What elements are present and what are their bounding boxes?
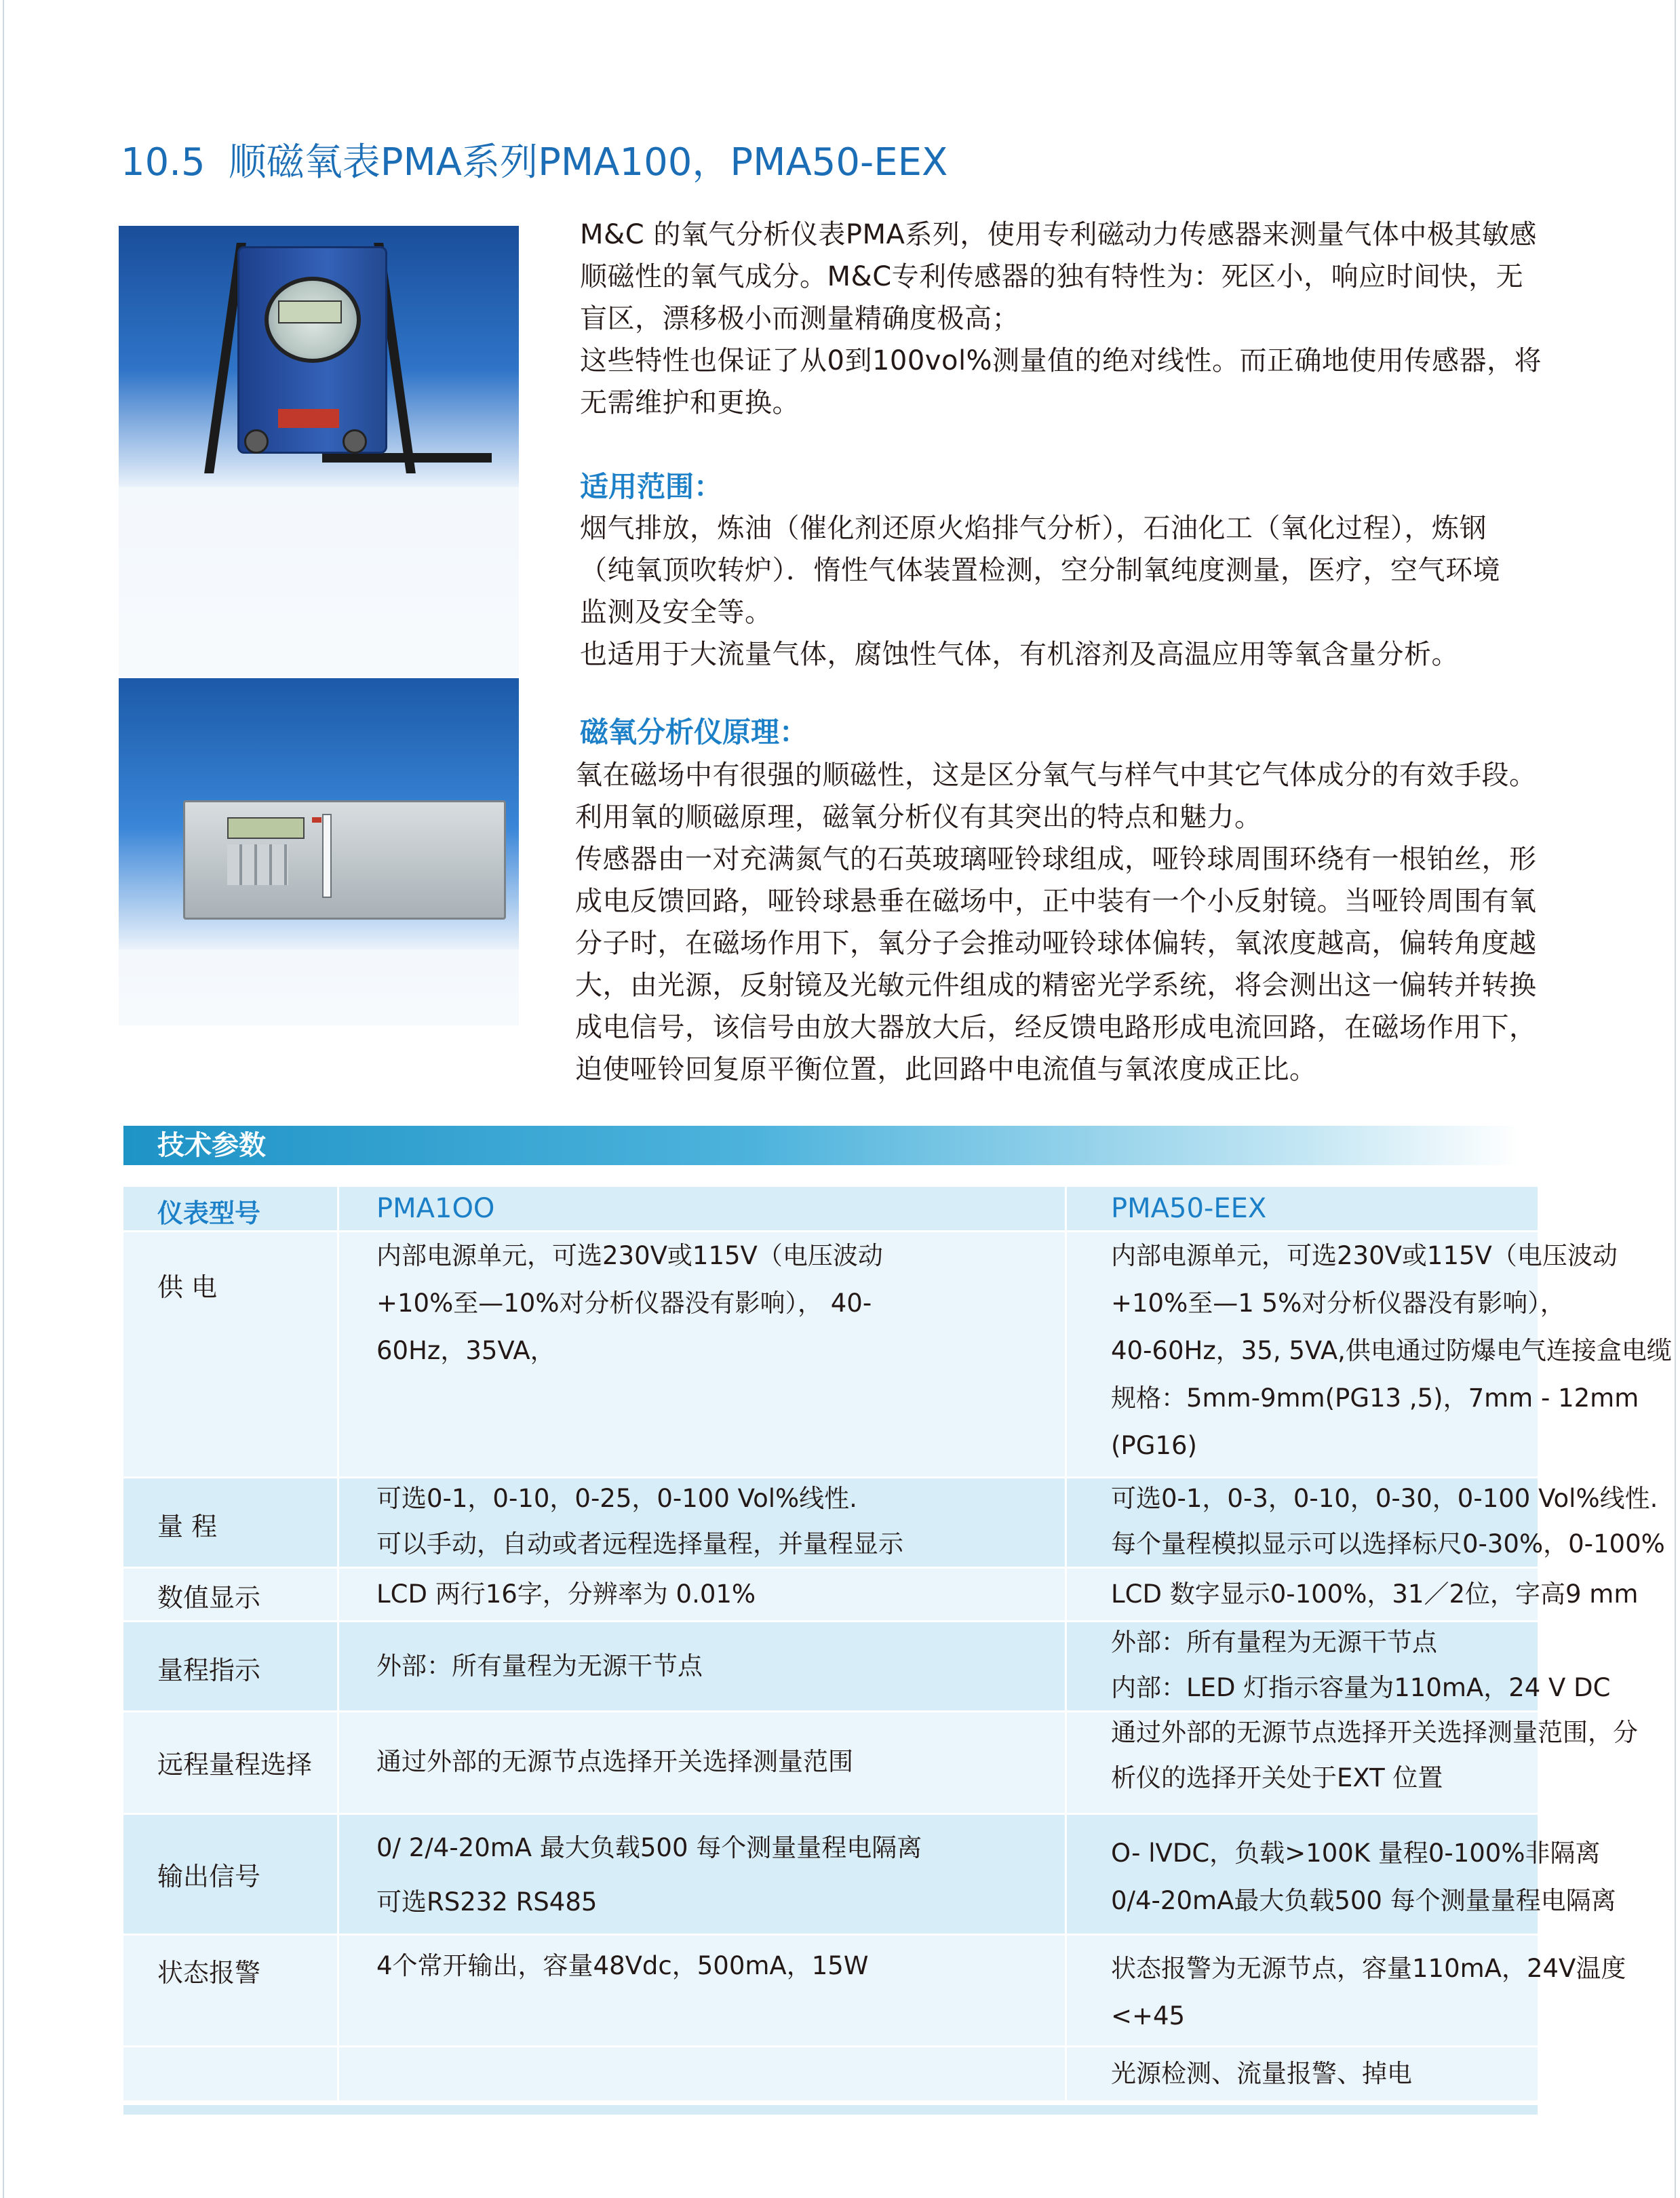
cell-line: 外部：所有量程为无源干节点	[376, 1651, 703, 1681]
text-line: 成电反馈回路，哑铃球悬垂在磁场中，正中装有一个小反射镜。当哑铃周围有氧	[575, 886, 1537, 917]
spec-cell	[1067, 1936, 1626, 2045]
spec-cell	[339, 1622, 1065, 1710]
cell-line: <+45	[1111, 2001, 1186, 2030]
indicator-led	[312, 817, 321, 823]
cable-gland	[244, 429, 269, 454]
row-label-cell	[123, 1569, 337, 1620]
photo-background	[119, 487, 519, 677]
row-label-cell	[123, 1815, 337, 1934]
product-photo-pma100	[119, 678, 519, 949]
spec-cell	[339, 1569, 1065, 1620]
keypad	[227, 844, 288, 885]
cell-line: 内部电源单元，可选230V或115V（电压波动	[376, 1241, 883, 1270]
text-line: （纯氧顶吹转炉）．惰性气体装置检测，空分制氧纯度测量，医疗，空气环境	[580, 555, 1500, 586]
table-row	[123, 1569, 1639, 1620]
text-line: 大，由光源，反射镜及光敏元件组成的精密光学系统，将会测出这一偏转并转换	[575, 970, 1537, 1001]
text-line: 成电信号，该信号由放大器放大后，经反馈电路形成电流回路，在磁场作用下，	[575, 1012, 1537, 1043]
row-label: 状态报警	[157, 1958, 261, 1988]
page-title	[121, 136, 948, 190]
cell-line: 规格：5mm-9mm(PG13 ,5)，7mm - 12mm	[1111, 1383, 1639, 1413]
mount-foot	[322, 453, 492, 463]
cell-line: 可选RS232 RS485	[376, 1887, 598, 1917]
row-label-cell	[123, 1936, 337, 2045]
text-line: 氧在磁场中有很强的顺磁性，这是区分氧气与样气中其它气体成分的有效手段。	[575, 760, 1537, 791]
cell-line: (PG16)	[1111, 1431, 1197, 1460]
table-row	[123, 1936, 1626, 2045]
principle-heading: 磁氧分析仪原理：	[580, 715, 808, 749]
spec-cell	[1067, 1232, 1672, 1476]
cell-line: 可以手动，自动或者远程选择量程，并量程显示	[376, 1529, 903, 1558]
lcd-display	[227, 817, 305, 839]
table-row	[123, 2047, 1538, 2100]
row-label: 远程量程选择	[157, 1750, 313, 1780]
cell-line: LCD 数字显示0-100%，31／2位，字高9 mm	[1111, 1579, 1639, 1609]
spec-cell	[1067, 1622, 1611, 1710]
header-cell	[123, 1187, 337, 1230]
scope-body	[580, 507, 1563, 675]
table-row	[123, 1478, 1665, 1567]
row-label: 量 程	[157, 1512, 218, 1542]
row-label-cell	[123, 1622, 337, 1710]
text-line: 也适用于大流量气体，腐蚀性气体，有机溶剂及高温应用等氧含量分析。	[580, 639, 1459, 670]
text-line: 烟气排放，炼油（催化剂还原火焰排气分析），石油化工（氧化过程），炼钢	[580, 513, 1487, 544]
principle-body	[575, 754, 1565, 1091]
photo-background	[119, 949, 519, 1025]
tech-params-banner	[123, 1126, 1521, 1165]
header-model-pma100: PMA1OO	[376, 1193, 495, 1224]
text-line: 这些特性也保证了从0到100vol%测量值的绝对线性。而正确地使用传感器，将	[580, 345, 1542, 376]
spec-cell	[339, 1936, 1065, 2045]
cell-line: O- lVDC，负载>100K 量程0-100%非隔离	[1111, 1839, 1601, 1868]
cell-line: 可选0-1，0-10，0-25，0-100 Vol%线性.	[376, 1484, 857, 1513]
spec-cell	[339, 1478, 1065, 1567]
text-line: 无需维护和更换。	[580, 387, 800, 418]
display-screen	[278, 300, 342, 323]
cell-line: +10%至—10%对分析仪器没有影响）， 40-	[376, 1289, 872, 1318]
cell-line: 状态报警为无源节点，容量110mA，24V温度	[1111, 1954, 1626, 1983]
cell-line: 光源检测、流量报警、掉电	[1111, 2059, 1412, 2088]
section-number: 10.5	[121, 140, 206, 184]
row-label: 量程指示	[157, 1655, 261, 1685]
spec-cell	[339, 1712, 1065, 1813]
spec-cell	[339, 1232, 1065, 1476]
cell-line: 40-60Hz，35, 5VA,供电通过防爆电气连接盒电缆	[1111, 1336, 1672, 1365]
flow-meter	[322, 814, 332, 898]
cell-line: 可选0-1，0-3，0-10，0-30，0-100 Vol%线性.	[1111, 1484, 1658, 1513]
row-label: 输出信号	[157, 1862, 261, 1891]
text-line: 分子时，在磁场作用下，氧分子会推动哑铃球体偏转，氧浓度越高，偏转角度越	[575, 928, 1537, 959]
cell-line: 0/ 2/4-20mA 最大负载500 每个测量量程电隔离	[376, 1833, 922, 1862]
cell-line: 每个量程模拟显示可以选择标尺0-30%，0-100%	[1111, 1529, 1665, 1558]
table-header-row	[123, 1187, 1538, 1230]
row-label: 供 电	[157, 1272, 218, 1302]
cell-line: 4个常开输出，容量48Vdc，500mA，15W	[376, 1951, 869, 1980]
text-line: M&C 的氧气分析仪表PMA系列，使用专利磁动力传感器来测量气体中极其敏感	[580, 219, 1537, 250]
table-bottom-rule	[123, 2105, 1538, 2115]
cable-gland	[343, 429, 367, 454]
text-line: 迫使哑铃回复原平衡位置，此回路中电流值与氧浓度成正比。	[575, 1054, 1317, 1085]
row-label: 数值显示	[157, 1583, 261, 1613]
cell-line: 内部：LED 灯指示容量为110mA，24 V DC	[1111, 1673, 1611, 1702]
tech-params-title: 技术参数	[157, 1130, 266, 1161]
spec-cell	[339, 2047, 1065, 2100]
row-label-cell	[123, 1232, 337, 1476]
cell-line: 外部：所有量程为无源干节点	[1111, 1628, 1437, 1657]
spec-cell	[1067, 1478, 1665, 1567]
row-label-cell	[123, 1712, 337, 1813]
cell-line: +10%至—1 5%对分析仪器没有影响），	[1111, 1289, 1565, 1318]
spec-cell	[1067, 2047, 1538, 2100]
cell-line: 内部电源单元，可选230V或115V（电压波动	[1111, 1241, 1618, 1270]
cell-line: LCD 两行16字，分辨率为 0.01%	[376, 1579, 756, 1609]
table-row	[123, 1815, 1616, 1934]
row-label-cell	[123, 2047, 337, 2100]
header-model-pma50: PMA50-EEX	[1111, 1193, 1267, 1224]
header-cell	[1067, 1187, 1538, 1230]
text-line: 顺磁性的氧气成分。M&C专利传感器的独有特性为：死区小，响应时间快，无	[580, 261, 1524, 292]
table-row	[123, 1712, 1638, 1813]
text-line: 传感器由一对充满氮气的石英玻璃哑铃球组成，哑铃球周围环绕有一根铂丝，形	[575, 844, 1537, 875]
row-label-cell	[123, 1478, 337, 1567]
product-photo-pma50-eex	[119, 226, 519, 487]
text-line: 盲区，漂移极小而测量精确度极高；	[580, 303, 1019, 334]
table-row	[123, 1622, 1611, 1710]
spec-cell	[1067, 1815, 1616, 1934]
cell-line: 通过外部的无源节点选择开关选择测量范围，分	[1111, 1718, 1638, 1747]
header-label: 仪表型号	[157, 1198, 261, 1228]
spec-cell	[339, 1815, 1065, 1934]
header-cell	[339, 1187, 1065, 1230]
cell-line: 60Hz，35VA，	[376, 1336, 555, 1365]
cell-line: 通过外部的无源节点选择开关选择测量范围	[376, 1747, 853, 1776]
text-line: 利用氧的顺磁原理，磁氧分析仪有其突出的特点和魅力。	[575, 802, 1262, 833]
warning-label	[278, 409, 339, 428]
spec-cell	[1067, 1712, 1638, 1813]
cell-line: 析仪的选择开关处于EXT 位置	[1111, 1763, 1443, 1792]
intro-paragraph	[580, 214, 1557, 424]
scope-heading: 适用范围：	[580, 470, 723, 503]
title-text: 顺磁氧表PMA系列PMA100，PMA50-EEX	[228, 140, 948, 184]
text-line: 监测及安全等。	[580, 597, 773, 628]
table-row	[123, 1232, 1672, 1476]
cell-line: 0/4-20mA最大负载500 每个测量量程电隔离	[1111, 1886, 1616, 1915]
spec-cell	[1067, 1569, 1639, 1620]
